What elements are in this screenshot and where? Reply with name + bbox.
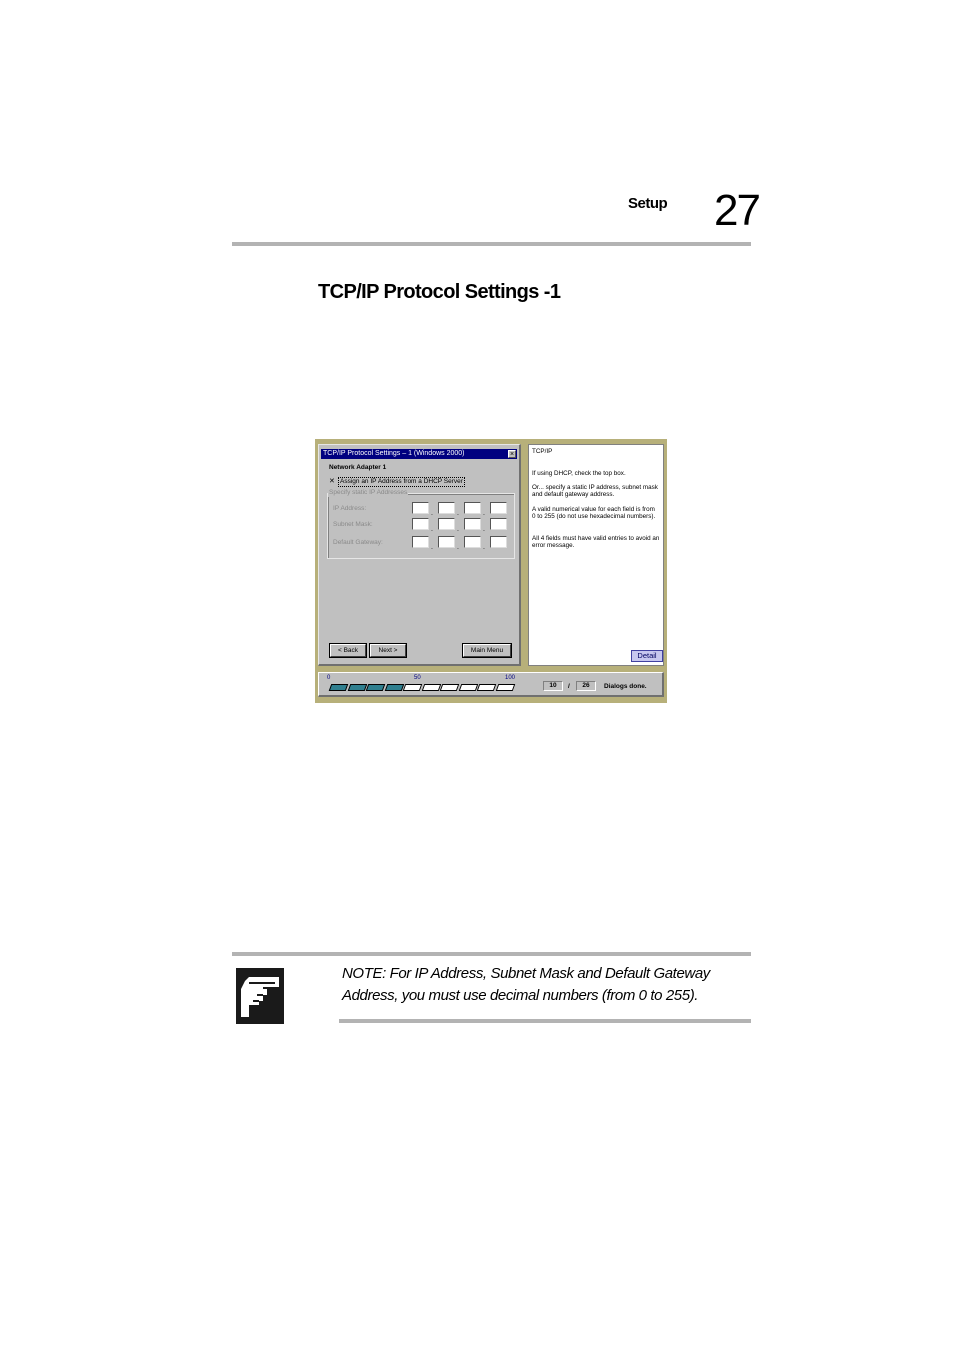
progress-total: 26 xyxy=(576,681,596,691)
note-rule-bottom xyxy=(339,1019,751,1023)
dhcp-checkbox[interactable]: ✕ xyxy=(329,478,335,485)
pointing-hand-icon xyxy=(235,967,285,1025)
progress-tick-label: 0 xyxy=(327,675,331,681)
progress-current: 10 xyxy=(543,681,563,691)
ip-address-separator: . xyxy=(431,510,433,517)
header-rule xyxy=(232,242,751,246)
subnet-mask-separator: . xyxy=(483,526,485,533)
section-title: TCP/IP Protocol Settings -1 xyxy=(318,281,561,303)
default-gateway-separator: . xyxy=(431,544,433,551)
help-panel xyxy=(528,444,664,666)
help-paragraph: A valid numerical value for each field is from 0 to 255 (do not use hexadecimal numbers). xyxy=(532,506,656,521)
ip-address-octet-2[interactable] xyxy=(438,502,455,514)
help-paragraph: Or... specify a static IP address, subnet mask and default gateway address. xyxy=(532,484,658,499)
progress-segment-empty xyxy=(403,684,423,691)
default-gateway-label: Default Gateway: xyxy=(333,539,383,546)
help-paragraph: If using DHCP, check the top box. xyxy=(532,470,626,477)
note-rule-top xyxy=(232,952,751,956)
progress-segment-empty xyxy=(495,684,515,691)
ip-address-separator: . xyxy=(483,510,485,517)
dhcp-checkbox-label[interactable]: Assign an IP Address from a DHCP Server xyxy=(340,478,463,485)
ip-address-separator: . xyxy=(457,510,459,517)
progress-bar-panel xyxy=(318,672,664,697)
close-icon[interactable]: × xyxy=(509,451,515,458)
help-title: TCP/IP xyxy=(532,448,553,455)
default-gateway-octet-3[interactable] xyxy=(464,536,481,548)
ip-address-octet-3[interactable] xyxy=(464,502,481,514)
subnet-mask-octet-1[interactable] xyxy=(412,518,429,530)
progress-slash: / xyxy=(568,683,570,690)
ip-address-octet-1[interactable] xyxy=(412,502,429,514)
subnet-mask-separator: . xyxy=(457,526,459,533)
page-number: 27 xyxy=(714,186,759,235)
progress-status: Dialogs done. xyxy=(604,683,647,690)
progress-tick-label: 100 xyxy=(505,675,516,681)
progress-segment-empty xyxy=(477,684,497,691)
adapter-label: Network Adapter 1 xyxy=(329,464,387,471)
ip-address-label: IP Address: xyxy=(333,505,367,512)
subnet-mask-separator: . xyxy=(431,526,433,533)
subnet-mask-octet-3[interactable] xyxy=(464,518,481,530)
main-menu-button[interactable]: Main Menu xyxy=(463,644,511,657)
default-gateway-separator: . xyxy=(483,544,485,551)
running-header-section: Setup xyxy=(628,195,668,212)
dialog-title-bar xyxy=(321,449,517,459)
default-gateway-octet-1[interactable] xyxy=(412,536,429,548)
setup-screenshot xyxy=(315,439,667,703)
default-gateway-octet-2[interactable] xyxy=(438,536,455,548)
progress-tick-label: 50 xyxy=(414,675,421,681)
subnet-mask-octet-4[interactable] xyxy=(490,518,507,530)
default-gateway-octet-4[interactable] xyxy=(490,536,507,548)
ip-address-octet-4[interactable] xyxy=(490,502,507,514)
subnet-mask-octet-2[interactable] xyxy=(438,518,455,530)
settings-dialog xyxy=(318,444,521,666)
dialog-title: TCP/IP Protocol Settings – 1 (Windows 2000) xyxy=(323,450,465,457)
back-button[interactable]: < Back xyxy=(330,644,366,657)
help-paragraph: All 4 fields must have valid entries to avoid an error message. xyxy=(532,535,660,550)
detail-button[interactable]: Detail xyxy=(631,650,663,662)
progress-segment-filled xyxy=(347,684,367,691)
progress-segment-empty xyxy=(440,684,460,691)
progress-segment-empty xyxy=(458,684,478,691)
static-ip-group-label: Specify static IP Addresses xyxy=(329,489,408,496)
note-text: NOTE: For IP Address, Subnet Mask and Default Gateway Address, you must use decimal numbers (from 0 to 255). xyxy=(342,965,710,1004)
progress-segment-filled xyxy=(384,684,404,691)
progress-segments xyxy=(328,684,518,692)
progress-segment-filled xyxy=(329,684,349,691)
progress-segment-filled xyxy=(366,684,386,691)
subnet-mask-label: Subnet Mask: xyxy=(333,521,373,528)
default-gateway-separator: . xyxy=(457,544,459,551)
progress-segment-empty xyxy=(421,684,441,691)
next-button[interactable]: Next > xyxy=(370,644,406,657)
